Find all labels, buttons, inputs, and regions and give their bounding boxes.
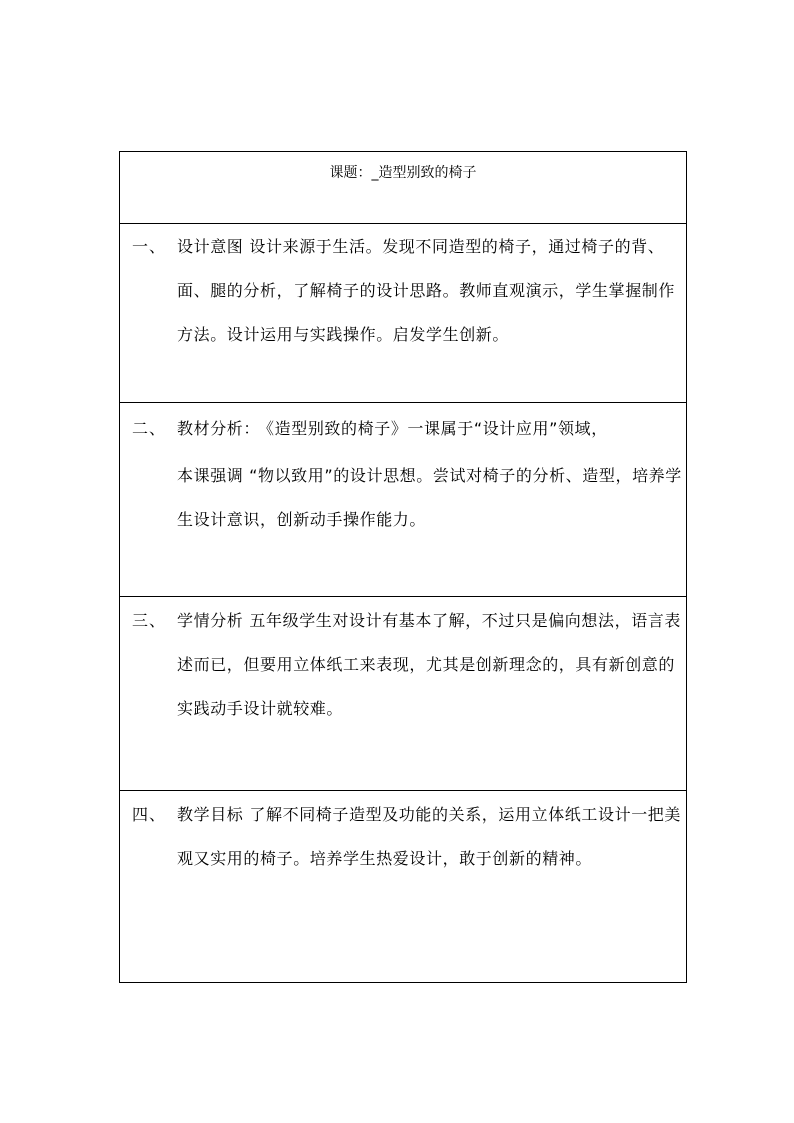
section-number: 三、: [132, 611, 167, 630]
section-number: 二、: [132, 419, 167, 438]
section-design-intent: [120, 224, 686, 403]
section-number: 一、: [132, 237, 167, 256]
section-body: [177, 407, 684, 542]
section-paragraph: [177, 454, 684, 542]
section-label: 学情分析: [177, 611, 244, 630]
section-text: 了解不同椅子造型及功能的关系，运用立体纸工设计一把美观又实用的椅子。培养学生热爱设计，敢于创新的精神。: [177, 805, 682, 868]
title-row: [120, 152, 686, 224]
section-learner-analysis: [120, 597, 686, 791]
lesson-plan-table: [119, 151, 687, 983]
section-body: [177, 225, 684, 357]
section-text: 《造型别致的椅子》一课属于“设计应用”领域，: [266, 419, 608, 438]
section-paragraph: [177, 599, 684, 731]
section-paragraph: [177, 407, 684, 451]
section-text: 本课强调 “物以致用”的设计思想。尝试对椅子的分析、造型，培养学生设计意识，创新动手操作能力。: [177, 466, 682, 529]
section-text: 五年级学生对设计有基本了解，不过只是偏向想法，语言表述而已，但要用立体纸工来表现，尤其是创新理念的，具有新创意的实践动手设计就较难。: [177, 611, 682, 718]
lesson-title: 课题：_造型别致的椅子: [329, 165, 477, 181]
section-number: 四、: [132, 805, 167, 824]
section-label: 教材分析：: [177, 419, 261, 438]
section-label: 教学目标: [177, 805, 244, 824]
section-label: 设计意图: [177, 237, 244, 256]
section-material-analysis: [120, 403, 686, 597]
section-paragraph: [177, 225, 684, 357]
section-body: [177, 599, 684, 731]
section-teaching-goals: [120, 791, 686, 984]
section-paragraph: [177, 793, 684, 881]
section-text: 设计来源于生活。发现不同造型的椅子，通过椅子的背、面、腿的分析，了解椅子的设计思路。教师直观演示，学生掌握制作方法。设计运用与实践操作。启发学生创新。: [177, 237, 676, 344]
section-body: [177, 793, 684, 881]
